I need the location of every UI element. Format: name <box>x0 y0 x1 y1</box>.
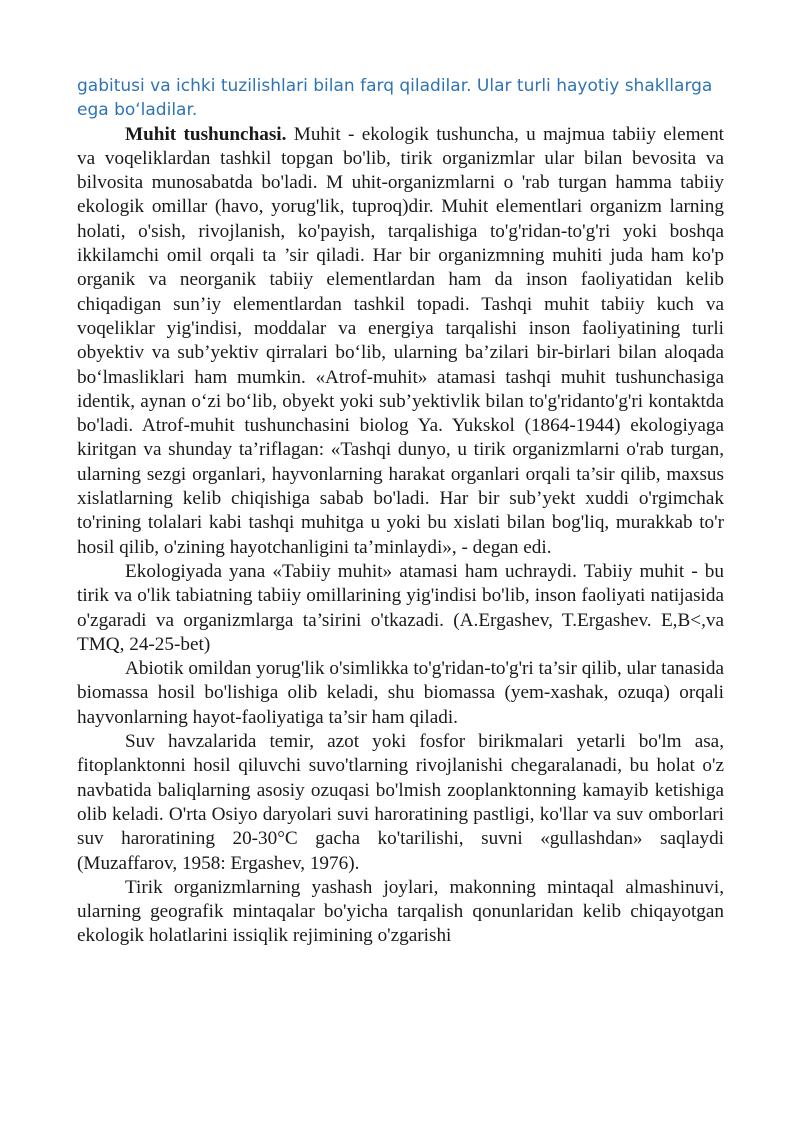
paragraph-body: Muhit - ekologik tushuncha, u majmua tabiiy element va voqeliklardan tashkil topgan bo'lib, tirik organizmlar ular bilan bevosita va bilvosita munosabatda bo'ladi. M uhit-organizmlarni o 'rab turgan hamma tabiiy ekologik omillar (havo, yorug'lik, tuproq)dir. Muhit elementlari organizm larning holati, o'sish, rivojlanish, ko'payish, tarqalishiga to'g'ridan-to'g'ri yoki boshqa ikkilamchi omil orqali ta ’sir qiladi. Har bir organizmning muhiti juda ham ko'p organik va neorganik tabiiy elementlardan ham da inson faoliyatidan kelib chiqadigan sun’iy elementlardan tashkil topadi. Tashqi muhit tabiiy kuch va voqeliklar yig'indisi, moddalar va energiya tarqalishi inson faoliyatining turli obyektiv va sub’yektiv qirralari bo‘lib, ularning ba’zilari bir-birlari bilan aloqada bo‘lmasliklari ham mumkin. «Atrof-muhit» atamasi tashqi muhit tushunchasiga identik, aynan o‘zi bo‘lib, obyekt yoki sub’yektivlik bilan to'g'ridanto'g'ri kontaktda bo'ladi. Atrof-muhit tushunchasini biolog Ya. Yukskol (1864-1944) ekologiyaga kiritgan va shunday ta’riflagan: «Tashqi dunyo, u tirik organizmlarni o'rab turgan, ularning sezgi organlari, hayvonlarning harakat organlari orqali ta’sir qilib, maxsus xislatlarning kelib chiqishiga sabab bo'ladi. Har bir sub’yekt xuddi o'rgimchak to'rining tolalari kabi tashqi muhitga u yoki bu xislati bilan bog'liq, murakkab to'r hosil qilib, o'zining hayotchanligini ta’minlaydi», - degan edi. <box>77 123 725 558</box>
paragraph-tirik-organizmlar: Tirik organizmlarning yashash joylari, makonning mintaqal almashinuvi, ularning geografik mintaqalar bo'yicha tarqalish qonunlaridan kelib chiqayotgan ekologik holatlarini issiqlik rejimining o'zgarishi <box>77 876 724 947</box>
intro-text: gabitusi va ichki tuzilishlari bilan farq qiladilar. Ular turli hayotiy shakllarga ega bo‘ladilar. <box>77 76 713 121</box>
document-page <box>77 74 724 949</box>
paragraph-abiotik: Abiotik omildan yorug'lik o'simlikka to'g'ridan-to'g'ri ta’sir qilib, ular tanasida biomassa hosil bo'lishiga olib keladi, shu biomassa (yem-xashak, ozuqa) orqali hayvonlarning hayot-faoliyatiga ta’sir ham qiladi. <box>77 658 724 728</box>
paragraph-heading: Muhit tushunchasi. <box>125 123 287 145</box>
paragraph-tabiiy-muhit: Ekologiyada yana «Tabiiy muhit» atamasi ham uchraydi. Tabiiy muhit - bu tirik va o'lik tabiatning tabiiy omillarining yig'indisi bo'lib, inson faoliyati natijasida o'zgaradi va organizmlarga ta’sirini o'tkazadi. (A.Ergashev, T.Ergashev. E,B<,va TMQ, 24-25-bet) <box>77 560 724 655</box>
paragraph-muhit <box>77 123 724 560</box>
paragraph-suv-havzalari: Suv havzalarida temir, azot yoki fosfor birikmalari yetarli bo'lm asa, fitoplanktonni hosil qiluvchi suvo'tlarning rivojlanishi chegaralanadi, bu holat o'z navbatida baliqlarning asosiy ozuqasi bo'lmish zooplanktonning kamayib ketishiga olib keladi. O'rta Osiyo daryolari suvi haroratining pastligi, ko'llar va suv omborlari suv haroratining 20-30°C gacha ko'tarilishi, suvni «gullashdan» saqlaydi (Muzaffarov, 1958: Ergashev, 1976). <box>77 731 724 874</box>
